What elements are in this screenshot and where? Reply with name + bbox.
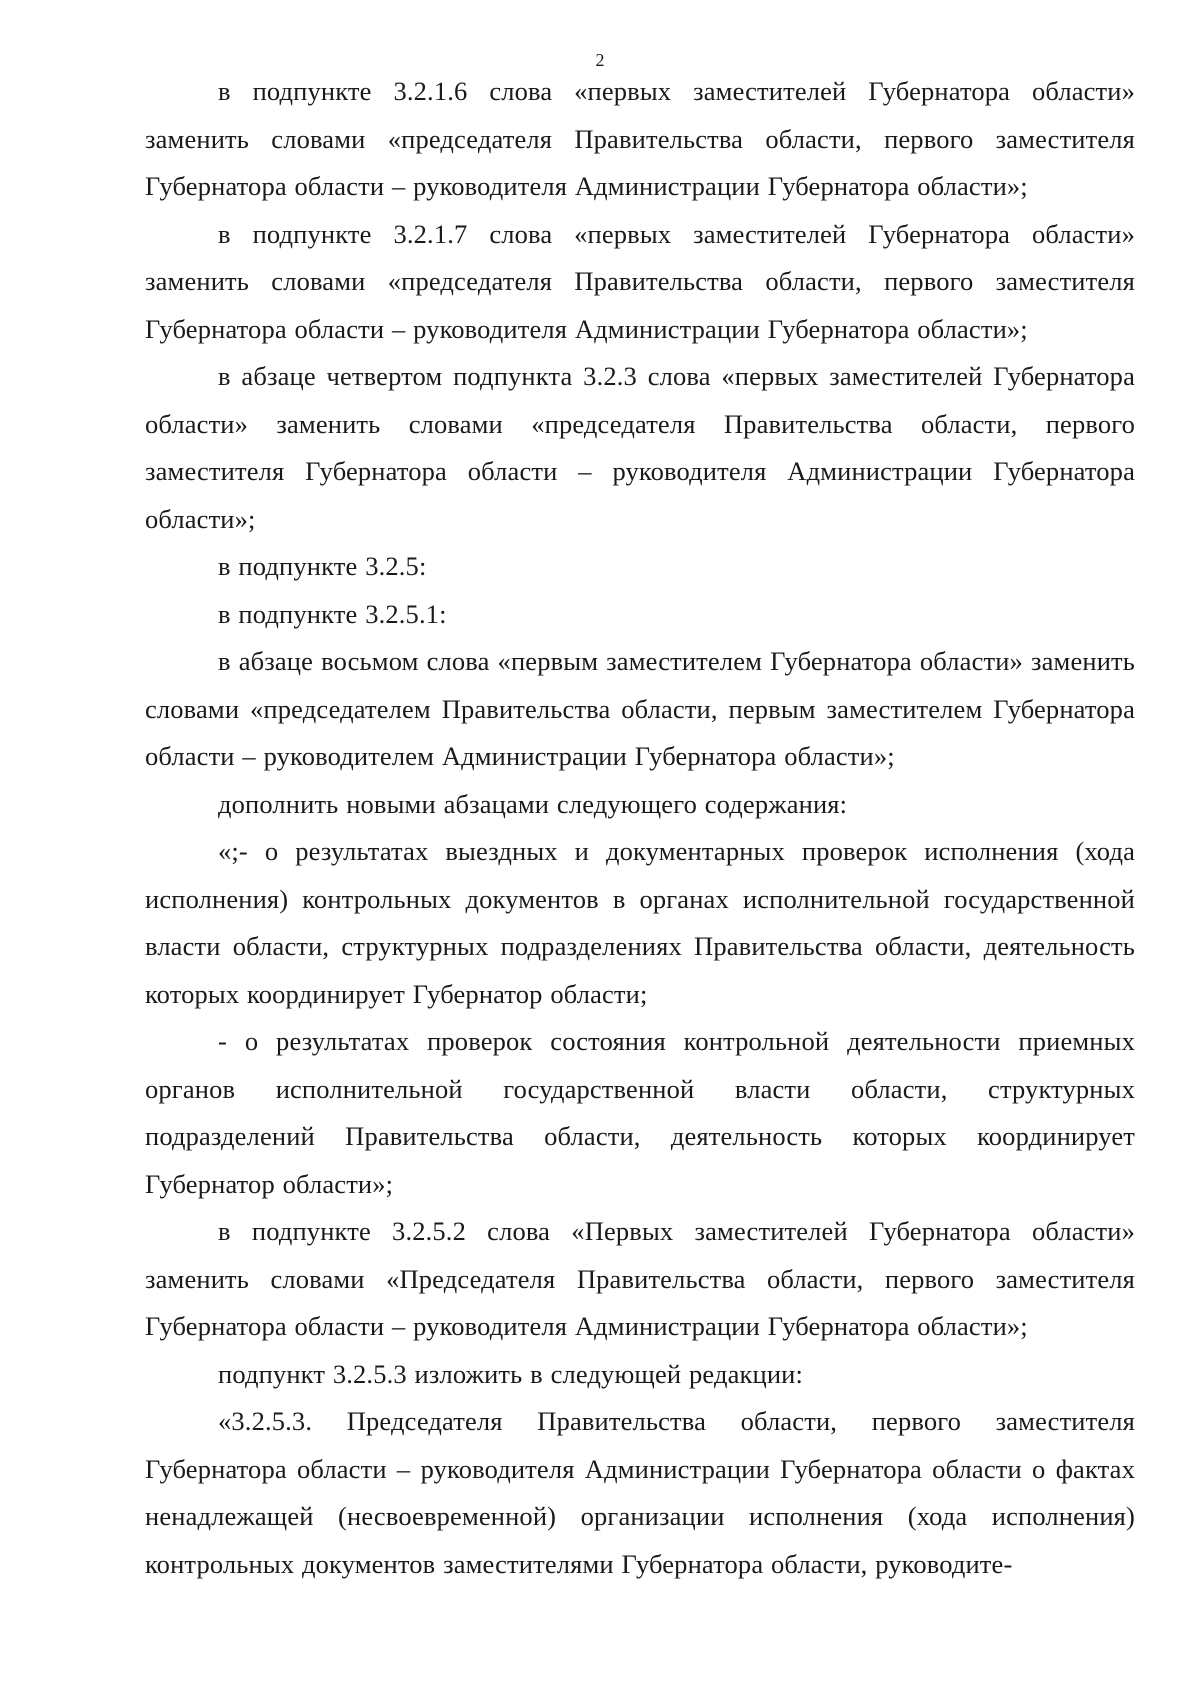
paragraph-11: подпункт 3.2.5.3 изложить в следующей редакции:	[218, 1358, 804, 1389]
paragraph-3: в абзаце четвертом подпункта 3.2.3 слова «первых заместителей Губернатора области» заменить словами «председателя Правительства области, первого заместителя Губернатора области – руководителя Администрации Губернатора области»;	[145, 361, 1135, 534]
paragraph-12: «3.2.5.3. Председателя Правительства области, первого заместителя Губернатора области – руководителя Администрации Губернатора области о фактах ненадлежащей (несвоевременной) организации исполнения (хода исполнения) контрольных документов заместителями Губернатора области, руководите-	[145, 1406, 1135, 1579]
paragraph-8: «;- о результатах выездных и документарных проверок исполнения (хода исполнения) контрольных документов в органах исполнительной государственной власти области, структурных подразделениях Правительства области, деятельность которых координирует Губернатор области;	[145, 836, 1135, 1009]
paragraph-7: дополнить новыми абзацами следующего содержания:	[218, 788, 848, 819]
paragraph-6: в абзаце восьмом слова «первым заместителем Губернатора области» заменить словами «председателем Правительства области, первым заместителем Губернатора области – руководителем Администрации Губернатора области»;	[145, 646, 1135, 771]
page-number: 2	[595, 50, 605, 70]
paragraph-10: в подпункте 3.2.5.2 слова «Первых заместителей Губернатора области» заменить словами «Председателя Правительства области, первого заместителя Губернатора области – руководителя Администрации Губернатора области»;	[145, 1216, 1135, 1341]
paragraph-9: - о результатах проверок состояния контрольной деятельности приемных органов исполнительной государственной власти области, структурных подразделений Правительства области, деятельность которых координирует Губернатор области»;	[145, 1026, 1135, 1199]
document-body	[145, 68, 1135, 1588]
paragraph-2: в подпункте 3.2.1.7 слова «первых заместителей Губернатора области» заменить словами «председателя Правительства области, первого заместителя Губернатора области – руководителя Администрации Губернатора области»;	[145, 218, 1135, 344]
paragraph-5: в подпункте 3.2.5.1:	[218, 598, 447, 629]
paragraph-1: в подпункте 3.2.1.6 слова «первых заместителей Губернатора области» заменить словами «председателя Правительства области, первого заместителя Губернатора области – руководителя Администрации Губернатора области»;	[145, 76, 1135, 201]
paragraph-4: в подпункте 3.2.5:	[218, 551, 427, 581]
